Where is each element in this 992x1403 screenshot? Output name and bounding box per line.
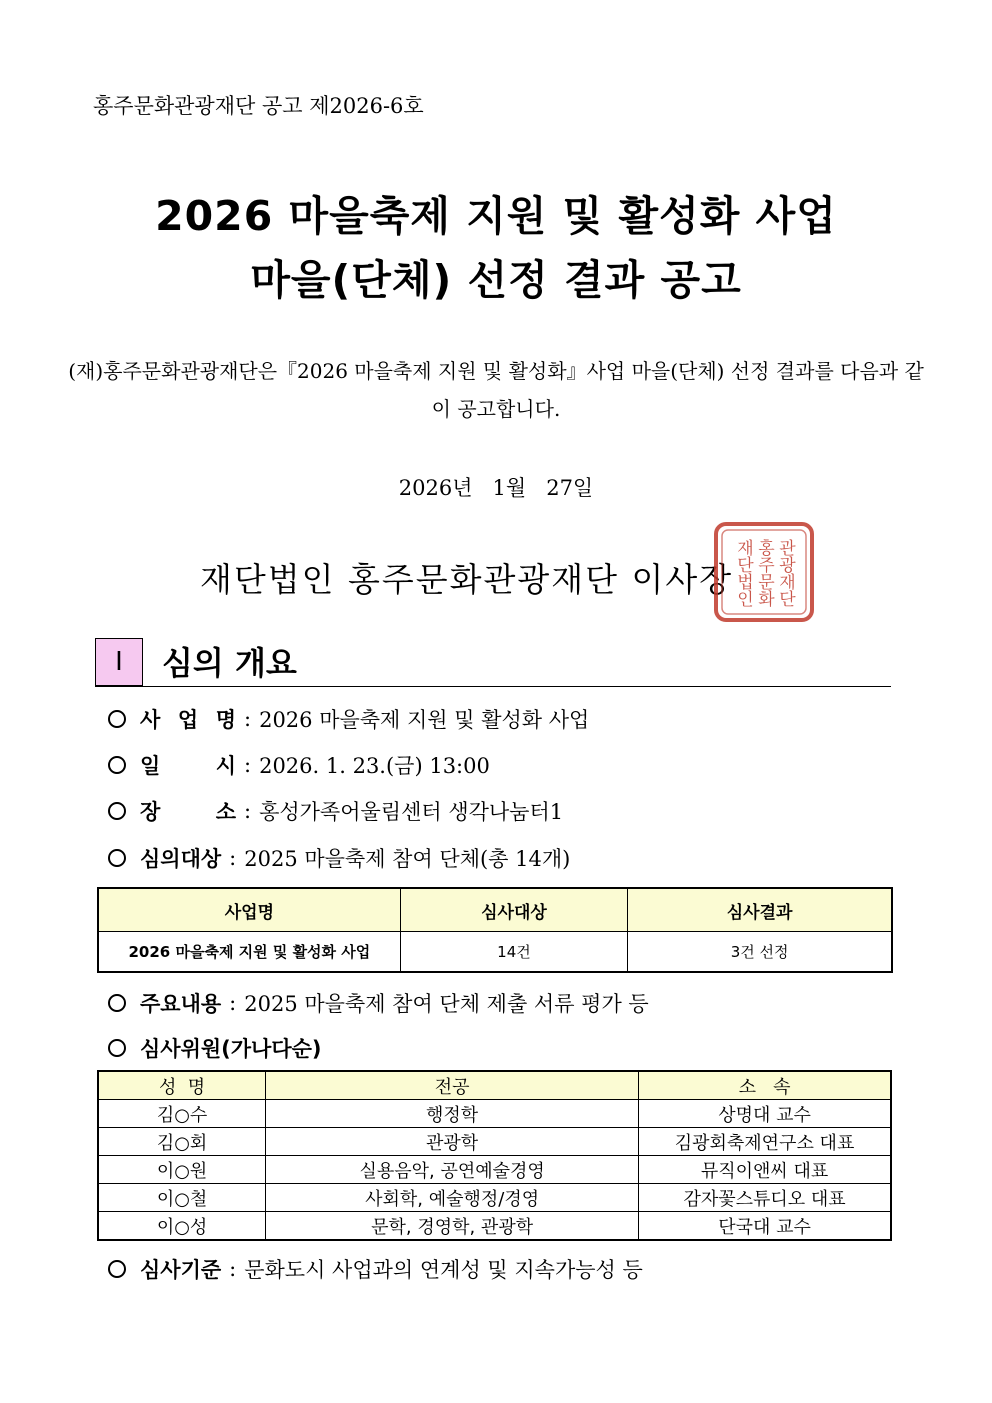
table-header-row bbox=[98, 888, 892, 932]
circle-bullet-icon bbox=[108, 994, 126, 1012]
table-cell: 2026 마을축제 지원 및 활성화 사업 bbox=[98, 932, 400, 973]
overview-target: 심의대상 : 2025 마을축제 참여 단체(총 14개) bbox=[108, 843, 570, 873]
content-label: 주요내용 bbox=[140, 992, 222, 1016]
table-header: 심사결과 bbox=[628, 888, 892, 932]
place-label: 장 소 bbox=[140, 800, 236, 824]
table-row bbox=[98, 1184, 891, 1212]
table-cell: 14건 bbox=[400, 932, 627, 973]
intro-paragraph: (재)홍주문화관광재단은『2026 마을축제 지원 및 활성화』사업 마을(단체) 선정 결과를 다음과 같이 공고합니다. bbox=[68, 359, 924, 421]
section-underline bbox=[95, 686, 891, 687]
table-cell: 이○성 bbox=[98, 1212, 266, 1241]
place-value: 홍성가족어울림센터 생각나눔터1 bbox=[259, 800, 564, 824]
result-table bbox=[97, 887, 893, 973]
overview-committee bbox=[108, 1033, 321, 1063]
table-cell: 뮤직이앤씨 대표 bbox=[639, 1156, 891, 1184]
table-header: 성 명 bbox=[98, 1071, 266, 1100]
table-cell: 김○수 bbox=[98, 1100, 266, 1128]
table-cell: 감자꽃스튜디오 대표 bbox=[639, 1184, 891, 1212]
project-label: 사 업 명 bbox=[140, 708, 236, 732]
criteria-label: 심사기준 bbox=[140, 1258, 222, 1282]
table-header: 심사대상 bbox=[400, 888, 627, 932]
circle-bullet-icon bbox=[108, 802, 126, 820]
document-title-line2: 마을(단체) 선정 결과 공고 bbox=[250, 256, 742, 304]
table-cell: 이○원 bbox=[98, 1156, 266, 1184]
official-seal-icon bbox=[713, 521, 815, 623]
notice-number: 홍주문화관광재단 공고 제2026-6호 bbox=[93, 94, 424, 118]
project-value: 2026 마을축제 지원 및 활성화 사업 bbox=[259, 708, 590, 732]
notice-date: 2026년 1월 27일 bbox=[398, 476, 594, 500]
table-cell: 관광학 bbox=[266, 1128, 639, 1156]
section-number-box: Ⅰ bbox=[95, 638, 143, 686]
table-cell: 3건 선정 bbox=[628, 932, 892, 973]
content-value: 2025 마을축제 참여 단체 제출 서류 평가 등 bbox=[244, 992, 649, 1016]
target-value: 2025 마을축제 참여 단체(총 14개) bbox=[244, 847, 571, 871]
table-header: 전공 bbox=[266, 1071, 639, 1100]
document-title-line1: 2026 마을축제 지원 및 활성화 사업 bbox=[155, 192, 837, 240]
table-row bbox=[98, 1128, 891, 1156]
datetime-label: 일 시 bbox=[140, 754, 236, 778]
table-cell: 김○회 bbox=[98, 1128, 266, 1156]
seal-text-col3: 관광재단 bbox=[775, 539, 795, 607]
table-cell: 문학, 경영학, 관광학 bbox=[266, 1212, 639, 1241]
overview-criteria: 심사기준 : 문화도시 사업과의 연계성 및 지속가능성 등 bbox=[108, 1254, 643, 1284]
table-row bbox=[98, 1212, 891, 1241]
table-row bbox=[98, 1100, 891, 1128]
table-row bbox=[98, 932, 892, 973]
table-row bbox=[98, 1156, 891, 1184]
table-cell: 행정학 bbox=[266, 1100, 639, 1128]
table-header-row bbox=[98, 1071, 891, 1100]
circle-bullet-icon bbox=[108, 756, 126, 774]
circle-bullet-icon bbox=[108, 849, 126, 867]
table-cell: 단국대 교수 bbox=[639, 1212, 891, 1241]
seal-text-col1: 재단법인 bbox=[733, 539, 753, 607]
circle-bullet-icon bbox=[108, 710, 126, 728]
table-header: 사업명 bbox=[98, 888, 400, 932]
overview-place: 장 소 : 홍성가족어울림센터 생각나눔터1 bbox=[108, 796, 563, 826]
table-cell: 사회학, 예술행정/경영 bbox=[266, 1184, 639, 1212]
target-label: 심의대상 bbox=[140, 847, 222, 871]
section-title: 심의 개요 bbox=[162, 644, 297, 682]
table-cell: 이○철 bbox=[98, 1184, 266, 1212]
criteria-value: 문화도시 사업과의 연계성 및 지속가능성 등 bbox=[244, 1258, 643, 1282]
datetime-value: 2026. 1. 23.(금) 13:00 bbox=[259, 754, 490, 778]
committee-label: 심사위원(가나다순) bbox=[140, 1037, 322, 1061]
table-header: 소 속 bbox=[639, 1071, 891, 1100]
committee-table bbox=[97, 1070, 892, 1241]
overview-content: 주요내용 : 2025 마을축제 참여 단체 제출 서류 평가 등 bbox=[108, 988, 649, 1018]
table-cell: 상명대 교수 bbox=[639, 1100, 891, 1128]
issuer-name: 재단법인 홍주문화관광재단 이사장 bbox=[200, 560, 734, 599]
seal-text-col2: 홍주문화 bbox=[754, 539, 774, 607]
overview-project: 사 업 명 : 2026 마을축제 지원 및 활성화 사업 bbox=[108, 704, 589, 734]
table-cell: 실용음악, 공연예술경영 bbox=[266, 1156, 639, 1184]
circle-bullet-icon bbox=[108, 1039, 126, 1057]
overview-datetime: 일 시 : 2026. 1. 23.(금) 13:00 bbox=[108, 750, 490, 780]
circle-bullet-icon bbox=[108, 1260, 126, 1278]
table-cell: 김광회축제연구소 대표 bbox=[639, 1128, 891, 1156]
